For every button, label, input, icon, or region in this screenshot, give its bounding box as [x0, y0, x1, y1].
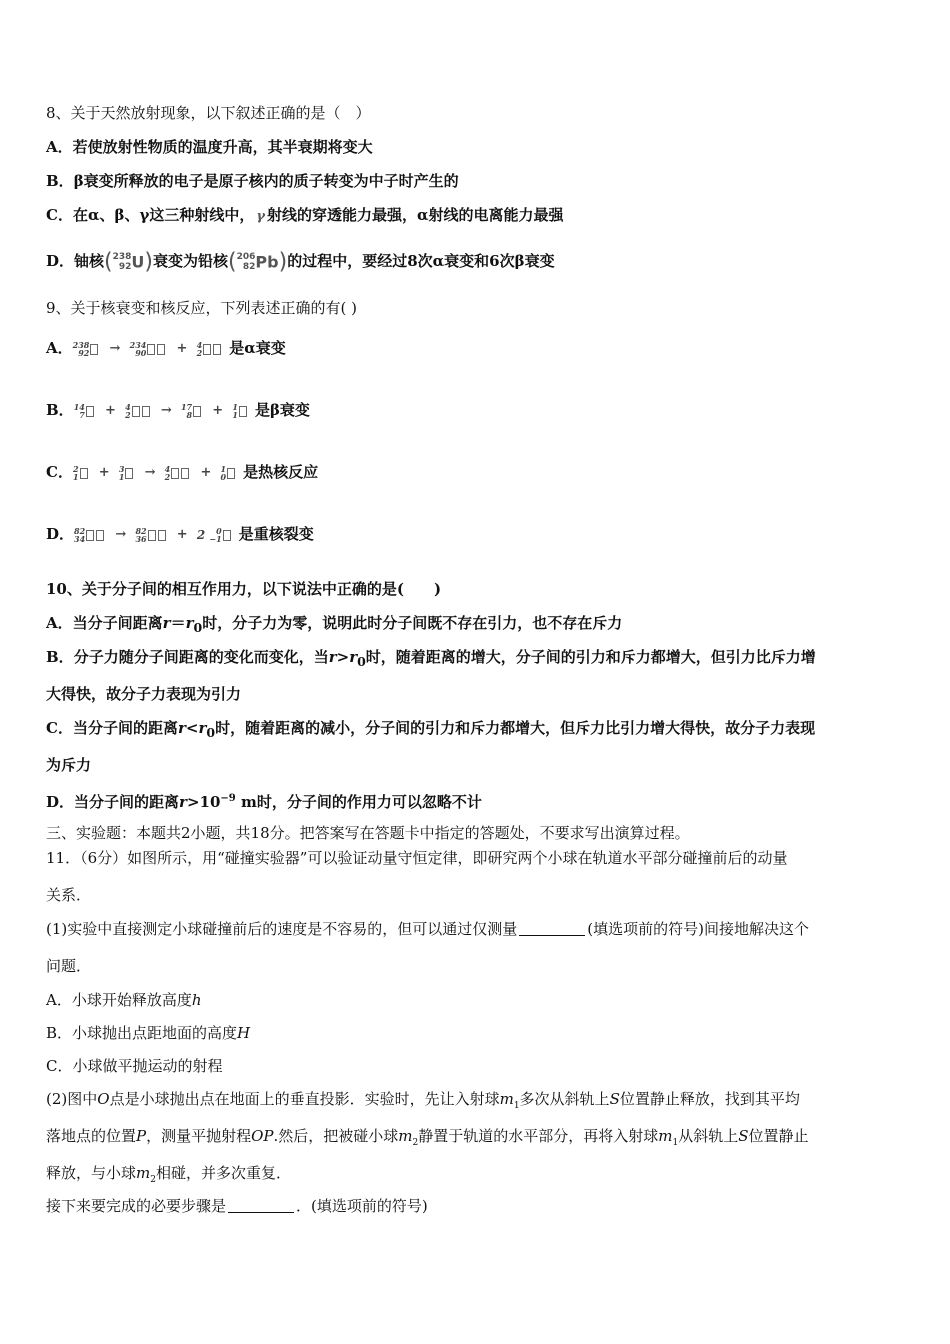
arrow: →	[144, 465, 156, 481]
option-text: 若使放射性物质的温度升高，其半衰期将变大	[72, 138, 373, 156]
mass-number: 1	[232, 402, 238, 413]
uranium-nuclide: ( 238 92 U)	[104, 249, 154, 275]
atomic-number: 2	[125, 410, 131, 421]
text: (1)实验中直接测定小球碰撞前后的速度是不容易的，但可以通过仅测量	[46, 920, 518, 938]
var-m: m	[136, 1164, 151, 1182]
atomic-number: 8	[186, 410, 193, 421]
nuclear-equation	[74, 401, 249, 422]
option-label: B．	[46, 401, 74, 419]
nuclear-equation	[73, 339, 224, 360]
text: 从斜轨上	[678, 1127, 739, 1145]
value: >10	[186, 793, 221, 811]
option-text: 分子力随分子间距离的变化而变化，当	[73, 648, 329, 666]
atomic-number: 2	[196, 348, 203, 359]
option-label: B．	[46, 648, 74, 666]
text: (填选项前的符号)间接地解决这个	[587, 920, 809, 938]
equals: ＝	[170, 614, 186, 632]
var-O: O	[97, 1090, 110, 1108]
option-label: D．	[46, 793, 75, 811]
mass-number: 4	[164, 464, 171, 475]
subscript: 0	[206, 725, 216, 740]
q10-option-b-cont: 大得快，故分子力表现为引力	[46, 685, 242, 703]
option-label: D．	[46, 252, 75, 270]
mass-number: 4	[196, 340, 203, 351]
option-label: B．	[46, 172, 74, 190]
mass-number: 238	[72, 340, 90, 351]
mass-number: 206	[236, 252, 256, 263]
var-r: r	[179, 793, 187, 811]
var-r: r	[162, 614, 171, 632]
section-3-heading: 三、实验题：本题共2小题，共18分。把答案写在答题卡中指定的答题处，不要求写出演算过程。	[46, 824, 690, 842]
var-OP: OP	[251, 1127, 274, 1145]
mass-number: 238	[112, 252, 132, 263]
var-h: h	[191, 991, 202, 1009]
option-text: 射线的穿透能力最强，α射线的电离能力最强	[266, 206, 564, 224]
q11-part2-line3	[46, 1163, 896, 1190]
exponent: −9	[220, 793, 236, 804]
text: 接下来要完成的必要步骤是	[46, 1197, 227, 1215]
mass-number: 17	[180, 402, 193, 413]
mass-number: 14	[73, 402, 85, 413]
q9-option-b	[46, 400, 896, 421]
atomic-number: 34	[74, 534, 86, 545]
q10-option-d	[46, 789, 896, 812]
q11-part2	[46, 1089, 896, 1116]
var-S: S	[738, 1127, 749, 1145]
subscript: 1	[513, 1101, 520, 1111]
text: ．(填选项前的符号)	[296, 1197, 428, 1215]
q11-option-b	[46, 1023, 896, 1043]
mass-number: 82	[74, 526, 86, 537]
var-r0: r	[185, 614, 194, 632]
atomic-number: 82	[242, 262, 256, 273]
nuclear-equation	[74, 525, 233, 546]
var-P: P	[136, 1127, 147, 1145]
option-text: 是α衰变	[229, 339, 286, 357]
text: 点是小球抛出点在地面上的垂直投影．实验时，先让入射球	[109, 1090, 500, 1108]
mass-number: 0	[216, 526, 222, 537]
text: 释放，与小球	[46, 1164, 137, 1182]
option-text: B．小球抛出点距地面的高度	[46, 1024, 238, 1042]
option-text: 时，随着距离的增大，分子间的引力和斥力都增大，但引力比斥力增	[365, 648, 816, 666]
var-r: r	[177, 719, 186, 737]
q10-option-c-cont: 为斥力	[46, 756, 92, 774]
q10-option-c	[46, 718, 896, 743]
text: 落地点的位置	[46, 1127, 137, 1145]
plus: +	[212, 403, 224, 419]
q10-option-b	[46, 647, 896, 672]
var-r0: r	[198, 719, 207, 737]
less-than: <	[185, 719, 199, 737]
mass-number: 234	[129, 340, 147, 351]
option-label: A．	[46, 138, 73, 156]
plus: +	[200, 465, 212, 481]
arrow: →	[109, 341, 121, 357]
var-H: H	[237, 1024, 251, 1042]
q8-stem: 8、关于天然放射现象，以下叙述正确的是（ ）	[46, 104, 371, 122]
q10-option-a	[46, 613, 896, 638]
arrow: →	[160, 403, 172, 419]
atomic-number: 0	[220, 472, 227, 483]
plus: +	[105, 403, 116, 419]
option-text: 铀核	[74, 252, 105, 270]
text: ，测量平抛射程	[146, 1127, 252, 1145]
text: 位置静止	[748, 1127, 809, 1145]
q8-option-a	[46, 137, 896, 157]
var-r0: r	[349, 648, 358, 666]
arrow: →	[115, 527, 127, 543]
q8-option-d	[46, 244, 896, 279]
q11-option-c: C．小球做平抛运动的射程	[46, 1057, 223, 1075]
q11-part3	[46, 1196, 896, 1216]
subscript: 0	[357, 654, 366, 669]
option-text: 是重核裂变	[238, 525, 314, 543]
var-m: m	[658, 1127, 673, 1145]
option-label: C．	[46, 463, 73, 481]
option-text: 时，随着距离的减小，分子间的引力和斥力都增大，但斥力比引力增大得快，故分子力表现	[215, 719, 816, 737]
text: (2)图中	[46, 1090, 98, 1108]
var-m: m	[499, 1090, 514, 1108]
text: 静置于轨道的水平部分，再将入射球	[418, 1127, 659, 1145]
text: 位置静止释放，找到其平均	[619, 1090, 800, 1108]
mass-number: 1	[220, 464, 227, 475]
text: .然后，把被碰小球	[273, 1127, 399, 1145]
atomic-number: 7	[79, 410, 85, 421]
option-label: A．	[46, 614, 73, 632]
mass-number: 82	[135, 526, 147, 537]
var-m: m	[398, 1127, 413, 1145]
coefficient: 2	[196, 527, 206, 542]
q11-part1	[46, 919, 896, 939]
atomic-number: 92	[78, 348, 90, 359]
option-label: C．	[46, 719, 73, 737]
mass-number: 2	[72, 464, 79, 475]
option-text: 当分子间的距离	[72, 719, 178, 737]
element-symbol: U	[131, 252, 145, 272]
option-text: 在α、β、γ这三种射线中，	[72, 206, 255, 224]
q11-stem-cont: 关系．	[46, 886, 92, 904]
subscript: 2	[412, 1138, 419, 1148]
option-text: 是热核反应	[243, 463, 319, 481]
q11-option-a	[46, 990, 896, 1010]
option-text: 衰变为铅核	[153, 252, 229, 270]
subscript: 1	[672, 1138, 679, 1148]
var-S: S	[609, 1090, 620, 1108]
atomic-number: 92	[118, 262, 132, 273]
q9-option-d	[46, 524, 896, 545]
atomic-number: 1	[232, 410, 238, 421]
subscript: 0	[193, 620, 203, 635]
q11-part2-line2	[46, 1126, 896, 1153]
q9-stem: 9、关于核衰变和核反应，下列表述正确的有( )	[46, 299, 358, 317]
option-label: D．	[46, 525, 75, 543]
q11-part1-cont: 问题．	[46, 957, 92, 975]
option-text: 当分子间的距离	[74, 793, 180, 811]
option-text: β衰变所释放的电子是原子核内的质子转变为中子时产生的	[73, 172, 459, 190]
lead-nuclide: ( 206 82 Pb)	[228, 249, 288, 275]
option-text: 时，分子力为零，说明此时分子间既不存在引力，也不存在斥力	[202, 614, 623, 632]
atomic-number: 2	[164, 472, 171, 483]
option-text: 当分子间距离	[72, 614, 163, 632]
gamma-symbol: γ	[256, 209, 265, 224]
text: 多次从斜轨上	[519, 1090, 610, 1108]
subscript: 2	[150, 1175, 156, 1185]
option-text: m时，分子间的作用力可以忽略不计	[235, 793, 482, 811]
atomic-number: 90	[135, 348, 147, 359]
answer-blank[interactable]	[228, 1198, 294, 1213]
atomic-number: −1	[209, 534, 222, 545]
atomic-number: 1	[118, 472, 125, 483]
option-label: A．	[46, 339, 73, 357]
q11-stem: 11．（6分）如图所示，用“碰撞实验器”可以验证动量守恒定律，即研究两个小球在轨道水平部分碰撞前后的动量	[46, 849, 788, 867]
option-label: C．	[46, 206, 73, 224]
option-text: 是β衰变	[254, 401, 310, 419]
q8-option-b	[46, 171, 896, 191]
plus: +	[176, 527, 188, 543]
mass-number: 3	[118, 464, 125, 475]
atomic-number: 1	[72, 472, 79, 483]
element-symbol: Pb	[255, 252, 279, 272]
option-text: A．小球开始释放高度	[46, 991, 192, 1009]
nuclear-equation	[73, 463, 237, 484]
plus: +	[176, 341, 188, 357]
q8-option-c	[46, 205, 896, 227]
atomic-number: 36	[135, 534, 147, 545]
mass-number: 4	[125, 402, 131, 413]
q9-option-a	[46, 338, 896, 359]
greater-than: >	[336, 648, 350, 666]
plus: +	[98, 465, 110, 481]
q10-stem: 10、关于分子间的相互作用力，以下说法中正确的是( )	[46, 580, 442, 598]
var-r: r	[328, 648, 337, 666]
q9-option-c	[46, 462, 896, 483]
answer-blank[interactable]	[519, 921, 585, 936]
option-text: 的过程中，要经过8次α衰变和6次β衰变	[287, 252, 555, 270]
text: 相碰，并多次重复．	[155, 1164, 291, 1182]
